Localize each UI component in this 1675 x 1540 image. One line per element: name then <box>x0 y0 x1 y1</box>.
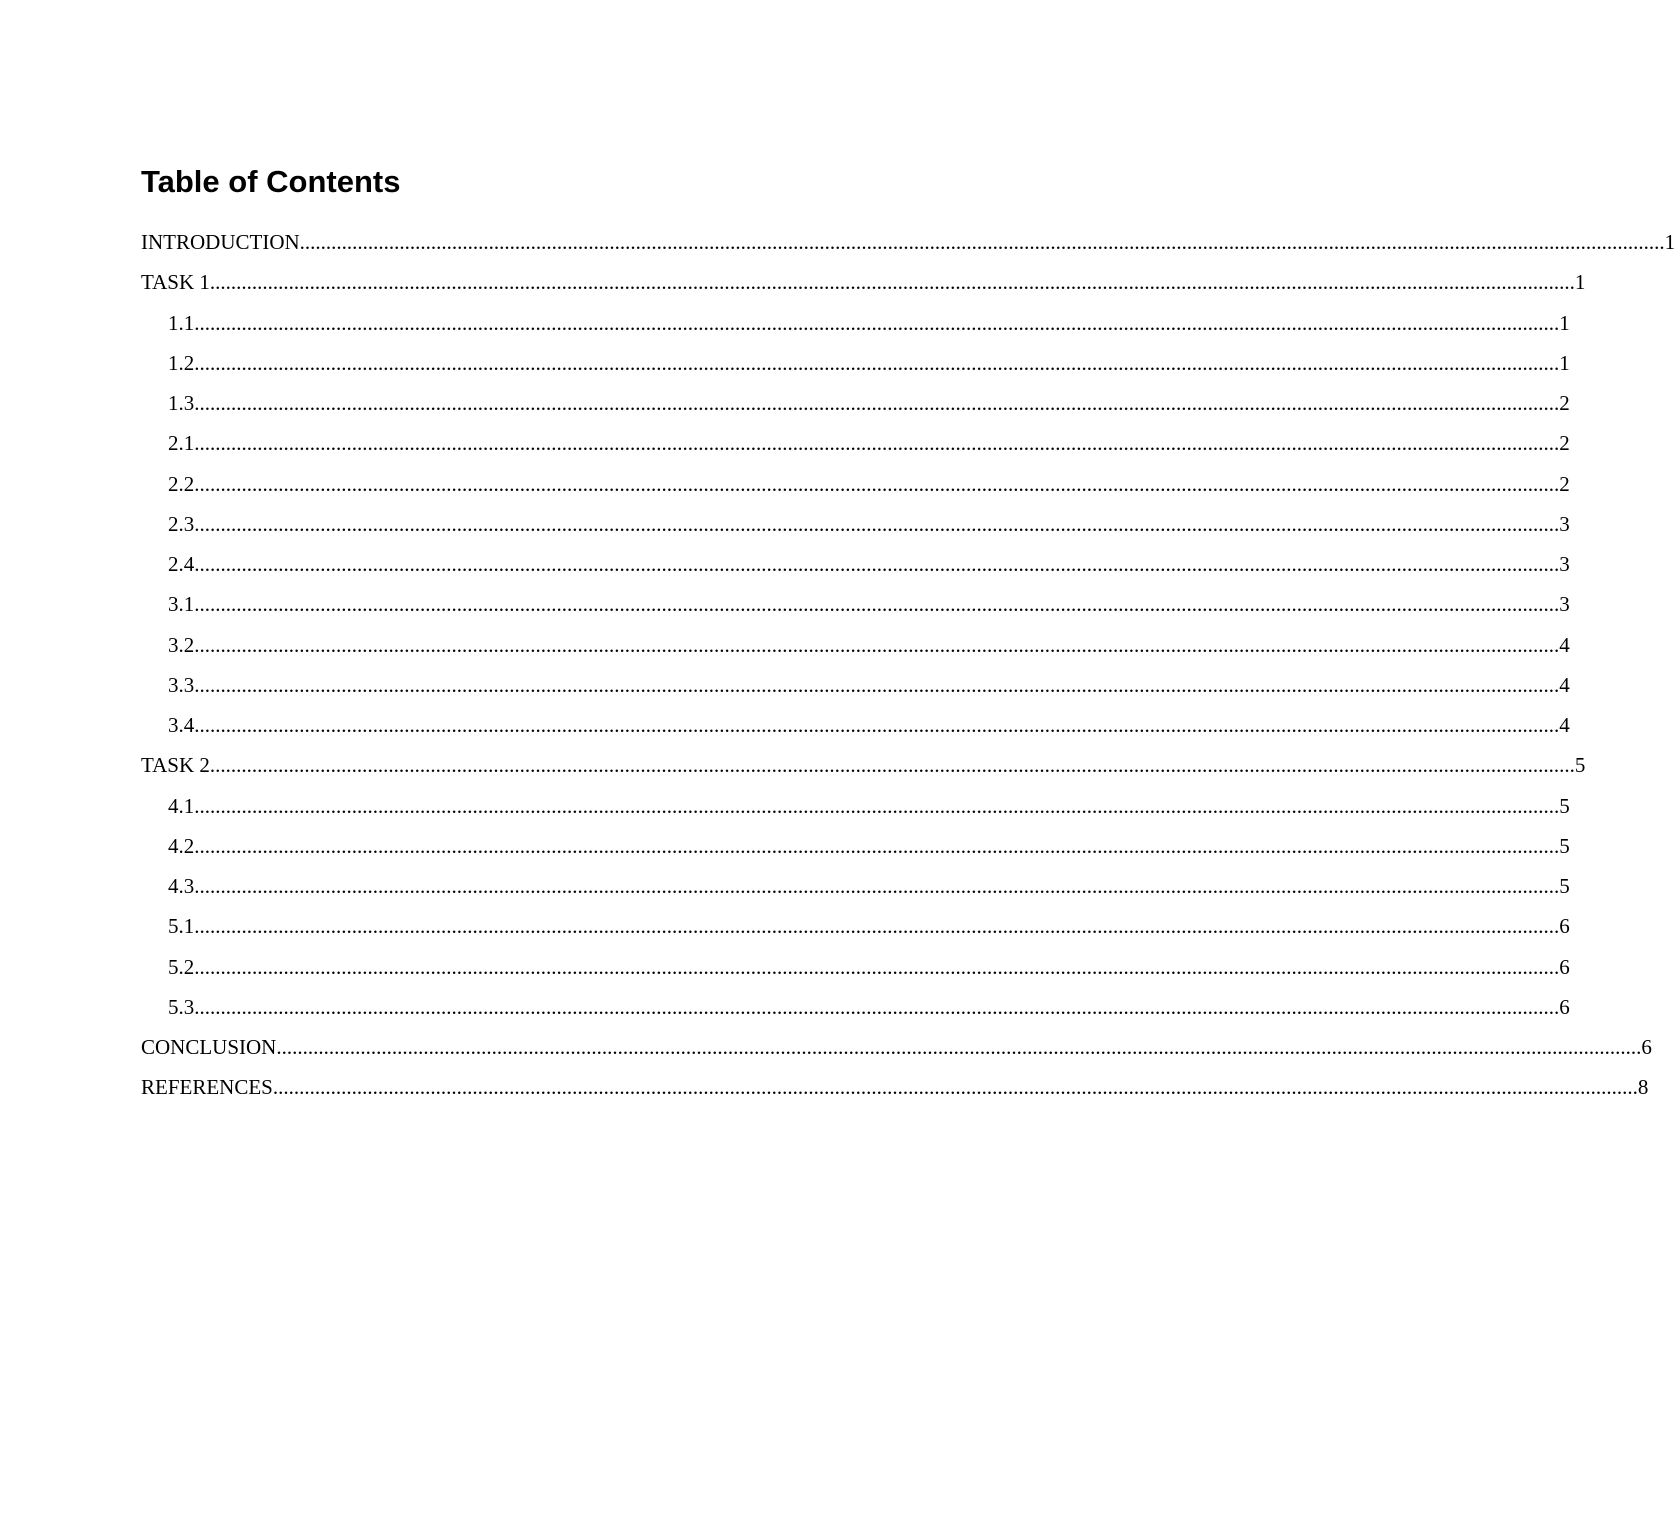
toc-entry[interactable] <box>141 665 1570 705</box>
toc-entry[interactable] <box>141 222 1675 262</box>
toc-entry[interactable] <box>141 705 1570 745</box>
toc-entry-label: CONCLUSION <box>141 1035 277 1059</box>
toc-entry-label: 3.2 <box>168 632 195 657</box>
toc-entry-label: 2.3 <box>168 511 195 536</box>
toc-entry-label: TASK 2 <box>141 753 210 778</box>
toc-entry-label: 3.1 <box>168 592 195 617</box>
toc-entry[interactable] <box>141 464 1570 504</box>
toc-entry[interactable] <box>141 786 1570 826</box>
toc-dot-leader: .................................................................................................................................................................................................................................................................... <box>194 310 1560 335</box>
toc-entry-label: INTRODUCTION <box>141 230 300 254</box>
toc-entry[interactable] <box>141 343 1570 383</box>
toc-entry-label: 4.2 <box>168 833 195 858</box>
toc-entry[interactable] <box>141 303 1570 343</box>
toc-entry-page: 8 <box>1637 1075 1649 1100</box>
toc-dot-leader: .................................................................................................................................................................................................................................................................... <box>194 471 1560 496</box>
toc-dot-leader: .................................................................................................................................................................................................................................................................... <box>194 833 1560 858</box>
toc-entry[interactable] <box>141 504 1570 544</box>
toc-entry-page: 1 <box>1559 350 1570 375</box>
toc-dot-leader: .................................................................................................................................................................................................................................................................... <box>194 350 1560 375</box>
toc-entry-page: 1 <box>1559 310 1570 335</box>
toc-dot-leader: .................................................................................................................................................................................................................................................................... <box>209 270 1575 295</box>
toc-entry-page: 3 <box>1559 511 1570 536</box>
toc-entry[interactable] <box>141 866 1570 906</box>
toc-entry-page: 1 <box>1574 270 1586 295</box>
toc-entry[interactable] <box>141 826 1570 866</box>
toc-entry-label: 1.3 <box>168 391 195 415</box>
toc-entry[interactable] <box>141 947 1570 987</box>
toc-entry-page: 4 <box>1559 632 1570 657</box>
toc-entry-page: 1 <box>1664 230 1675 254</box>
toc-entry-page: 6 <box>1559 954 1570 979</box>
toc-title: Table of Contents <box>141 164 401 199</box>
toc-entry-label: 3.3 <box>168 672 195 697</box>
toc-entry-page: 3 <box>1559 592 1570 617</box>
toc-entry-page: 2 <box>1559 391 1570 415</box>
toc-entry-label: 4.1 <box>168 793 195 818</box>
toc-dot-leader: .................................................................................................................................................................................................................................................................... <box>194 914 1560 939</box>
toc-dot-leader: .................................................................................................................................................................................................................................................................... <box>194 713 1560 737</box>
toc-entry-page: 2 <box>1559 471 1570 496</box>
toc-entry-page: 6 <box>1559 994 1570 1019</box>
toc-entry-page: 2 <box>1559 431 1570 456</box>
toc-dot-leader: .................................................................................................................................................................................................................................................................... <box>194 632 1560 657</box>
toc-entry-label: 5.3 <box>168 994 195 1019</box>
toc-dot-leader: .................................................................................................................................................................................................................................................................... <box>194 592 1560 617</box>
toc-entry[interactable] <box>141 745 1586 785</box>
toc-entry-label: 1.2 <box>168 350 195 375</box>
toc-entry[interactable] <box>141 1067 1649 1107</box>
toc-entry-page: 5 <box>1574 753 1586 778</box>
toc-entry-label: 2.4 <box>168 552 195 576</box>
toc-dot-leader: .................................................................................................................................................................................................................................................................... <box>194 391 1560 415</box>
toc-entry[interactable] <box>141 544 1570 584</box>
toc-dot-leader: .................................................................................................................................................................................................................................................................... <box>299 230 1665 254</box>
toc-entry-page: 5 <box>1559 833 1570 858</box>
toc-list <box>141 222 1675 1108</box>
toc-entry-label: 5.2 <box>168 954 195 979</box>
toc-dot-leader: .................................................................................................................................................................................................................................................................... <box>209 753 1575 778</box>
toc-entry[interactable] <box>141 423 1570 463</box>
toc-entry-label: 5.1 <box>168 914 195 939</box>
toc-dot-leader: .................................................................................................................................................................................................................................................................... <box>194 874 1560 898</box>
toc-entry-page: 5 <box>1559 874 1570 898</box>
toc-dot-leader: .................................................................................................................................................................................................................................................................... <box>194 511 1560 536</box>
toc-dot-leader: .................................................................................................................................................................................................................................................................... <box>194 793 1560 818</box>
toc-dot-leader: .................................................................................................................................................................................................................................................................... <box>194 431 1560 456</box>
toc-entry-label: 2.2 <box>168 471 195 496</box>
toc-entry-label: 1.1 <box>168 310 195 335</box>
toc-entry[interactable] <box>141 625 1570 665</box>
toc-entry-label: 2.1 <box>168 431 195 456</box>
toc-entry[interactable] <box>141 584 1570 624</box>
toc-entry-page: 6 <box>1559 914 1570 939</box>
toc-entry-page: 3 <box>1559 552 1570 576</box>
toc-entry[interactable] <box>141 262 1586 302</box>
toc-entry-label: REFERENCES <box>141 1075 273 1100</box>
toc-entry[interactable] <box>141 383 1570 423</box>
toc-entry[interactable] <box>141 987 1570 1027</box>
toc-dot-leader: .................................................................................................................................................................................................................................................................... <box>194 994 1560 1019</box>
toc-entry-label: TASK 1 <box>141 270 210 295</box>
toc-entry-page: 5 <box>1559 793 1570 818</box>
toc-entry-page: 4 <box>1559 713 1570 737</box>
toc-entry-label: 3.4 <box>168 713 195 737</box>
toc-dot-leader: .................................................................................................................................................................................................................................................................... <box>276 1035 1642 1059</box>
toc-entry[interactable] <box>141 1027 1652 1067</box>
toc-entry-label: 4.3 <box>168 874 195 898</box>
toc-entry[interactable] <box>141 906 1570 946</box>
toc-entry-page: 4 <box>1559 672 1570 697</box>
toc-dot-leader: .................................................................................................................................................................................................................................................................... <box>272 1075 1638 1100</box>
toc-entry-page: 6 <box>1641 1035 1652 1059</box>
toc-dot-leader: .................................................................................................................................................................................................................................................................... <box>194 672 1560 697</box>
toc-dot-leader: .................................................................................................................................................................................................................................................................... <box>194 552 1560 576</box>
toc-dot-leader: .................................................................................................................................................................................................................................................................... <box>194 954 1560 979</box>
